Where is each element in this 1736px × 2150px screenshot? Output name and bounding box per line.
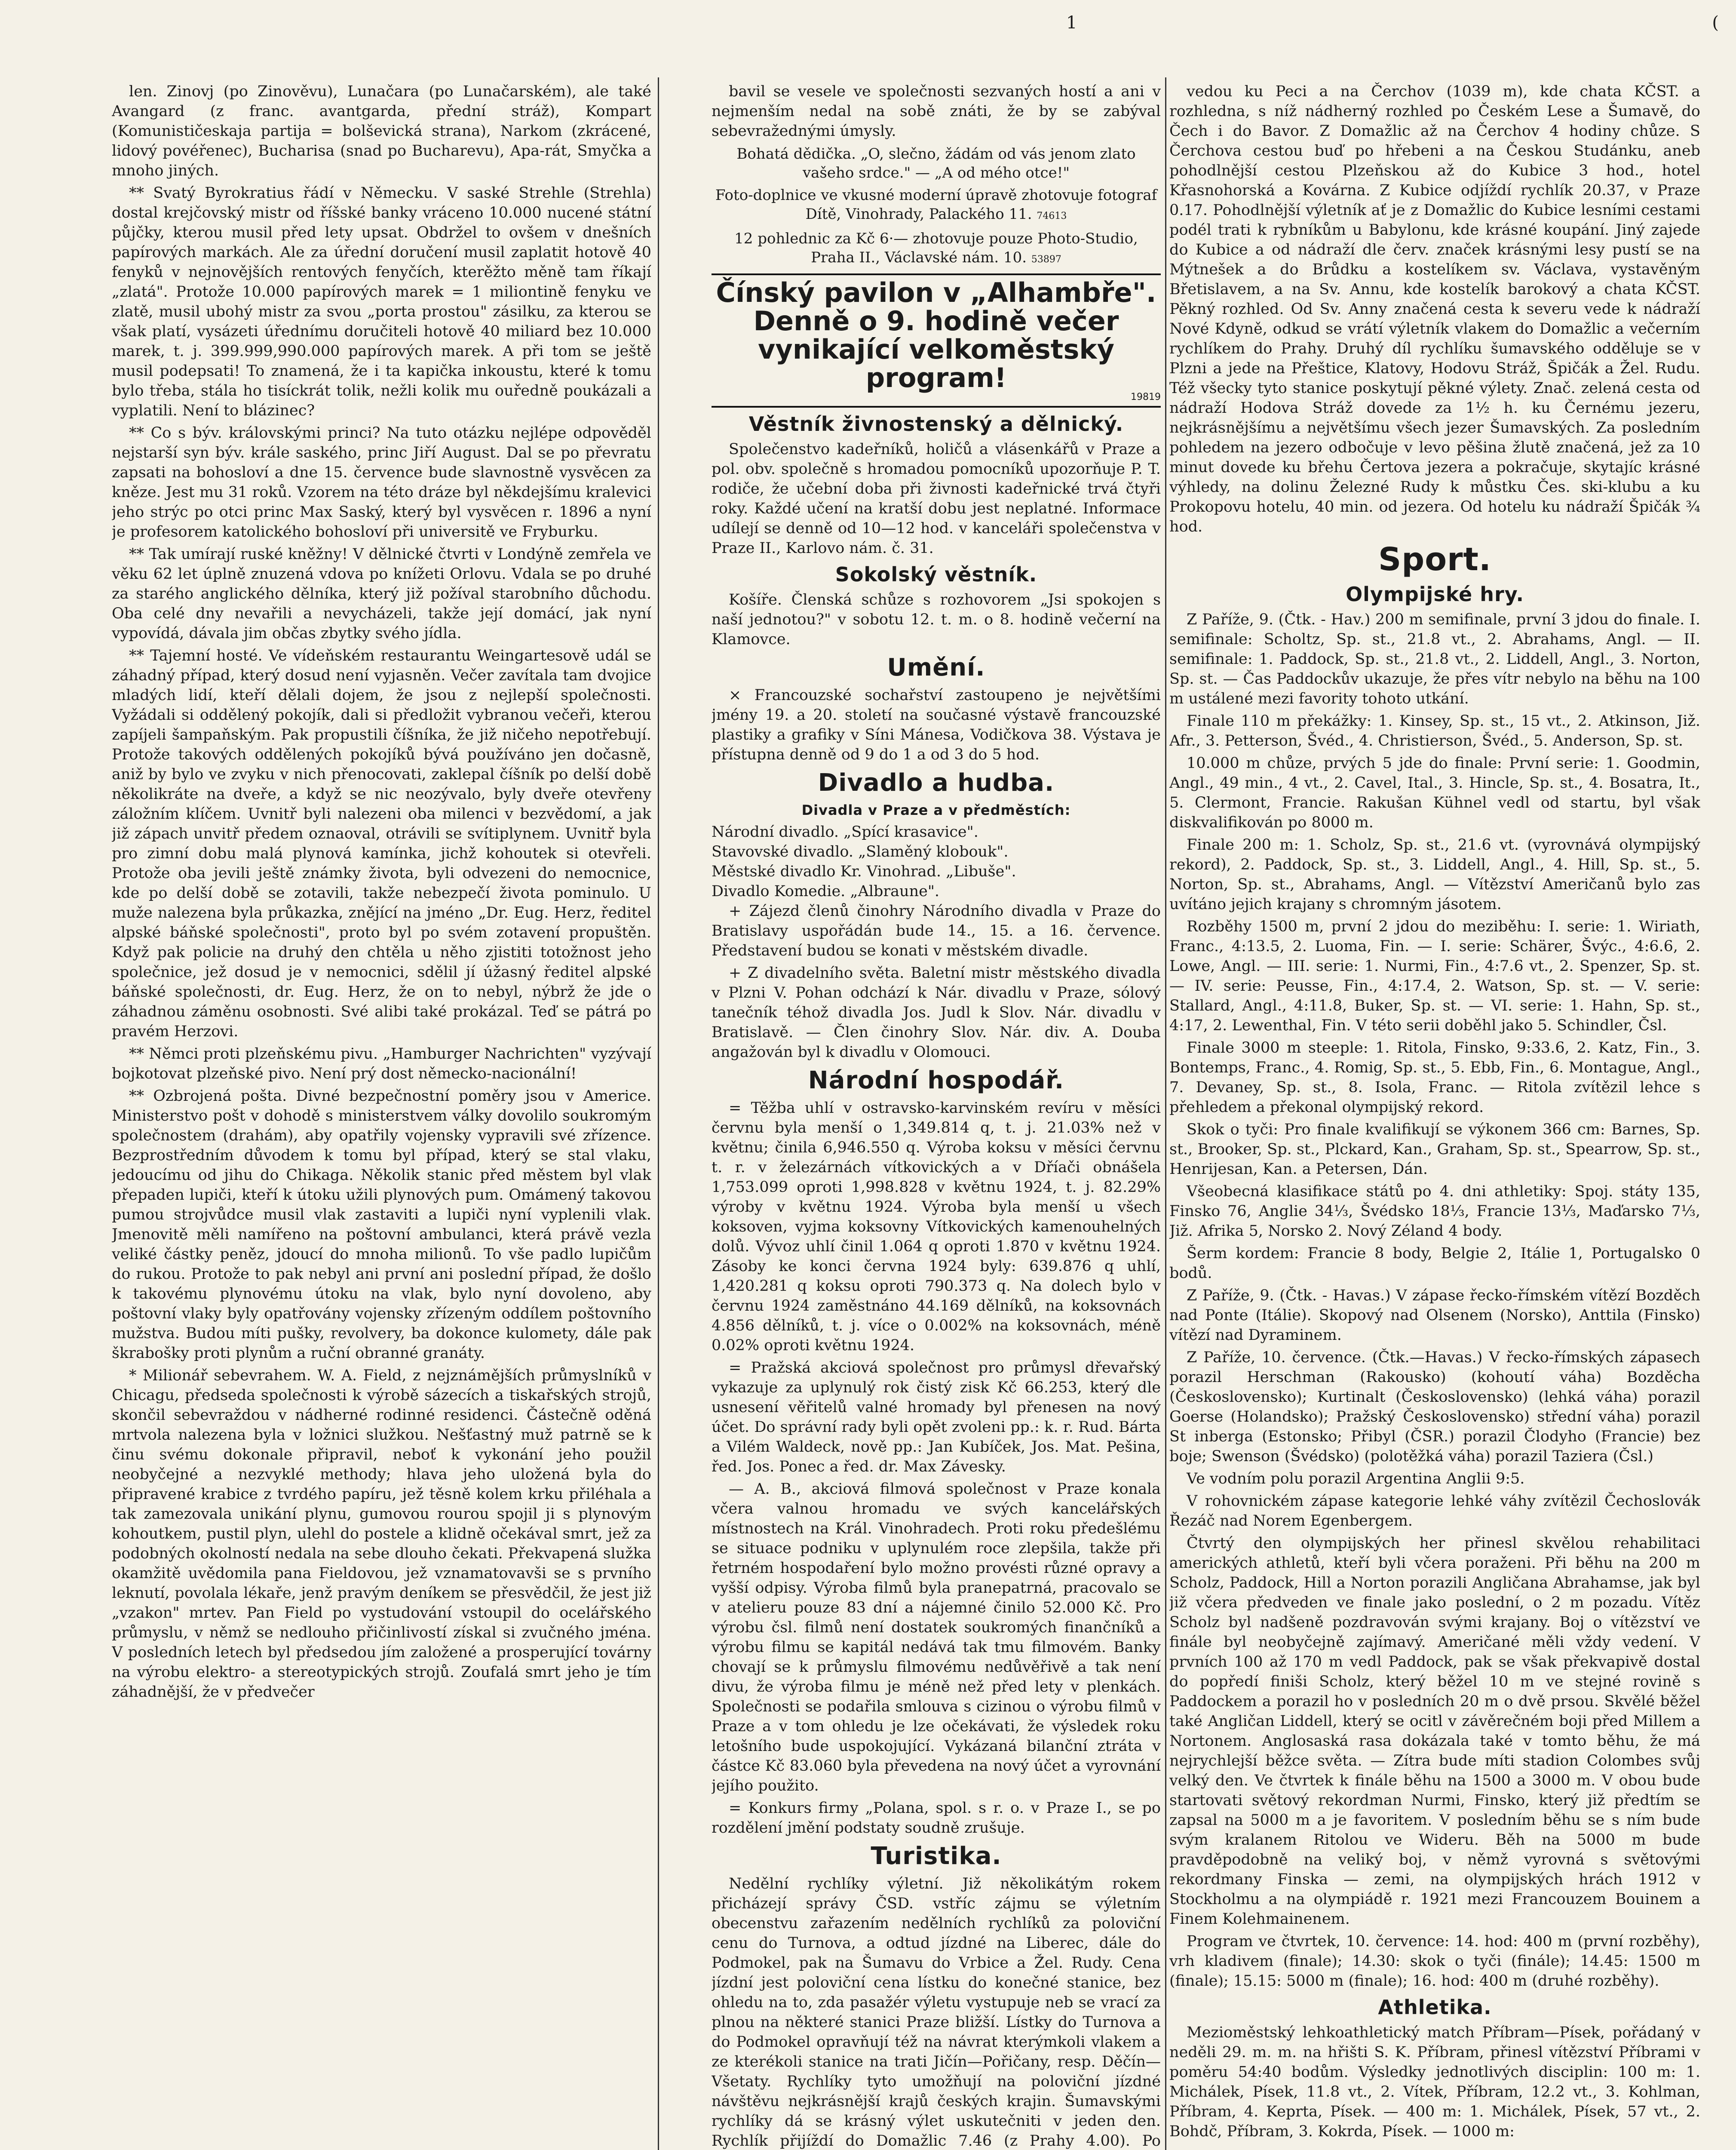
theatre-listing: Divadlo Komedie. „Albraune".: [712, 883, 940, 900]
paragraph: = Pražská akciová společnost pro průmysl dřevařský vykazuje za uplynulý rok čistý zisk Kč 66.253, který dle usnesení věřitelů valné hromady byl přenesen na nový účet. Do správní rady byli opět zvoleni pp.: k. r. Rud. Bárta a Vilém Waldeck, nově pp.: Jan Kubíček, Jos. Mat. Pešina, řed. Jos. Ponec a řed. dr. Max Závesky.: [712, 1359, 1161, 1475]
theatre-listing: Stavovské divadlo. „Slaměný klobouk".: [712, 843, 1009, 860]
paragraph: Finale 110 m překážky: 1. Kinsey, Sp. st., 15 vt., 2. Atkinson, Již. Afr., 3. Petterson, Švéd., 4. Christierson, Švéd., 5. Anderson, Sp. st.: [1169, 713, 1700, 749]
paragraph: ** Co s býv. královskými princi? Na tuto otázku nejlépe odpověděl nejstarší syn býv. krále saského, princ Jiří August. Dal se po převratu zapsati na bohosloví a dne 15. července bude slavnostně vysvěcen za kněze. Jest mu 31 roků. Vzorem na této dráze byl někdejšímu kralevici jeho strýc po otci princ Max Saský, který byl vysvěcen r. 1896 a nyní je profesorem katolického bohosloví při universitě ve Fryburku.: [112, 424, 651, 541]
theatre-listing: Městské divadlo Kr. Vinohrad. „Libuše".: [712, 863, 1016, 880]
paragraph: Finale 200 m: 1. Scholz, Sp. st., 21.6 vt. (vyrovnává olympijský rekord), 2. Paddock, Sp. st., 3. Liddell, Angl., 4. Hill, Sp. st., 5. Norton, Sp. st., Abrahams, Angl. — Vítězství Američanů bylo zas uvítáno jejich krajany s chromným jásotem.: [1169, 836, 1700, 913]
paragraph: Z Paříže, 9. (Čtk. - Havas.) V zápase řecko-římském vítězí Bozděch nad Ponte (Itálie). Skopový nad Olsenem (Norsko), Anttila (Finsko) vítězí nad Dyraminem.: [1169, 1287, 1700, 1344]
paragraph: Z Paříže, 9. (Čtk. - Hav.) 200 m semifinale, první 3 jdou do finale. I. semifinale: Scholtz, Sp. st., 21.8 vt., 2. Abrahams, Angl. — II. semifinale: 1. Paddock, Sp. st., 21.8 vt., 2. Liddell, Angl., 3. Norton, Sp. st. — Čas Paddockův ukazuje, že přes vítr nebylo na běhu na 100 m ustálené mezi favority tohoto utkání.: [1169, 611, 1700, 707]
section-subheading: Olympijské hry.: [1346, 583, 1524, 606]
photo-studio-ad: [712, 229, 1161, 269]
section-heading: Divadlo a hudba.: [818, 769, 1055, 797]
joke-ad: Bohatá dědička. „O, slečno, žádám od vás jenom zlato vašeho srdce." — „A od mého otce!": [736, 145, 1136, 181]
column-rule: [658, 77, 659, 2150]
paragraph: V rohovnickém zápase kategorie lehké váhy zvítězil Čechoslovák Řezáč nad Norem Egenbergem.: [1169, 1493, 1700, 1530]
ad-number: 53897: [1031, 254, 1061, 265]
paragraph: Všeobecná klasifikace států po 4. dni athletiky: Spoj. státy 135, Finsko 76, Anglie 34⅓, Švédsko 18⅓, Francie 13⅓, Maďarsko 7⅓, Již. Afrika 5, Norsko 2. Nový Zéland 4 body.: [1169, 1183, 1700, 1240]
paragraph: Šerm kordem: Francie 8 body, Belgie 2, Itálie 1, Portugalsko 0 bodů.: [1169, 1245, 1700, 1282]
paragraph: ** Němci proti plzeňskému pivu. „Hamburger Nachrichten" vyzývají bojkotovat plzeňské pivo. Není prý dost německo-nacionální!: [112, 1045, 651, 1082]
alhambra-advertisement: [712, 273, 1161, 408]
paragraph: = Konkurs firmy „Polana, spol. s r. o. v Praze I., se po rozdělení jmění podstaty soudně zrušuje.: [712, 1800, 1161, 1837]
section-heading: Sokolský věstník.: [835, 563, 1037, 586]
section-heading: Věstník živnostenský a dělnický.: [748, 412, 1124, 436]
paragraph: Rozběhy 1500 m, první 2 jdou do meziběhu: I. serie: 1. Wiriath, Franc., 4:13.5, 2. Luoma, Fin. — I. serie: Schärer, Švýc., 4:6.6, 2. Lowe, Angl. — III. serie: 1. Nurmi, Fin., 4:7.6 vt., 2. Spenzer, Sp. st. — IV. serie: Peusse, Fin., 4:17.4, 2. Watson, Sp. st. — V. serie: Stallard, Angl., 4:11.8, Buker, Sp. st. — VI. serie: 1. Hahn, Sp. st., 4:17, 2. Lewenthal, Fin. V této serii doběhl jako 5. Schindler, Čsl.: [1169, 918, 1700, 1034]
paragraph: ** Ozbrojená pošta. Divné bezpečnostní poměry jsou v Americe. Ministerstvo pošt v dohodě s ministerstvem války dovolilo soukromým společnostem (drahám), aby opatřily vojensky vypravili své zřízence. Bezprostředním důvodem k tomu byl případ, který se stal vlaku, jedoucímu od jihu do Chikaga. Několik stanic před městem byl vlak přepaden lupiči, kteří k útoku užili plynových pum. Omámený takovou pumou strojvůdce musil vlak zastaviti a lupiči nyní vyplenili vlak. Jmenovitě měli namířeno na poštovní ambulanci, která právě vezla veliké částky peněz, jdoucí do mnoha milionů. To vše padlo lupičům do rukou. Protože to pak nebyl ani první ani poslední případ, že došlo k takovému plynovému útoku na vlak, bylo nyní dovoleno, aby poštovní vlaky byly opatřovány vojensky zřízeným oddílem poštovního mužstva. Budou míti pušky, revolvery, ba dokonce kulomety, dále pak škraboškу proti plynům a ruční obranné granáty.: [112, 1087, 651, 1362]
column-2: [712, 82, 1161, 2150]
paragraph: vedou ku Peci a na Čerchov (1039 m), kde chata KČST. a rozhledna, s níž nádherný rozhled po Českém Lese a Šumavě, do Čech i do Bavor. Z Domažlic až na Čerchov 4 hodiny chůze. S Čerchova cestou buď po hřebeni a na Českou Studánku, aneb pohodlnější cestou Plzeňskou až do Kubice 3 hod., hotel Křasnohorská a Kovárna. Z Kubice odjíždí rychlík 20.37, v Praze 0.17. Pohodlnější výletník ať je z Domažlic do Kubice lesními cestami podél trati k rybníkům u Babylonu, kde krásné koupání. Jiný zajede do Kubice a od nádraží dle červ. značek krásnými lesy pustí se na Mýtnešek a do Brůdku a kostelíkem sv. Václava, vystavěným Břetislavem, a na Sv. Annu, kde kostelík barokový a chata KČST. Pěkný rozhled. Od Sv. Anny značená cesta k severu vede k nádraží Nové Kdyně, odkud se vrátí výletník vlakem do Domažlic a večerním rychlíkem do Prahy. Druhý díl rychlíku šumavského odděluje se v Plzni a jede na Přeštice, Klatovy, Hodovu Stráž, Špičák a Žel. Rudu. Též všecky tyto stanice poskytují pěkné výlety. Znač. zelená cesta od nádraží Hodova Stráž dovede za 1½ h. ku Černému jezeru, nejkrásnějšímu a největšímu všech jezer Šumavských. Za posledním pohledem na jezero odbočuje v levo pěšina žlutě značená, jež za 10 minut dovede ku břehu Čertova jezera a pokračuje, skytajíc krásné výhledy, na dolinu Železné Rudy k můstku Čes. ski-klubu a ku Prokopovu hotelu, 40 min. od jezera. Od hotelu ku nádraží Špičák ¾ hod.: [1169, 83, 1700, 535]
paragraph: = Těžba uhlí v ostravsko-karvinském revíru v měsíci červnu byla menší o 1,349.814 q, t. j. 21.03% než v květnu; činila 6,946.550 q. Výroba koksu v měsíci červnu t. r. v železárnách vítkovických a v Dříači obnášela 1,753.099 oproti 1,998.828 v květnu 1924, t. j. 82.29% výroby v květnu 1924. Výroba byla menší u všech koksoven, vyjma koksovny Vítkovických kamenouhelných dolů. Vývoz uhlí činil 1.064 q oproti 1.870 v květnu 1924. Zásoby ke konci června 1924 byly: 639.876 q uhlí, 1,420.281 q koksu oproti 790.373 q. Na dolech bylo v červnu 1924 zaměstnáno 44.169 dělníků, na koksovnách 4.856 dělníků, t. j. více o 0.002% na koksovnách, méně 0.02% oproti květnu 1924.: [712, 1100, 1161, 1354]
paragraph: Program ve čtvrtek, 10. července: 14. hod: 400 m (první rozběhy), vrh kladivem (finale); 14.30: skok o tyči (finále); 14.45: 1500 m (finale); 15.15: 5000 m (finale); 16. hod: 400 m (druhé rozběhy).: [1169, 1933, 1700, 1990]
paragraph: bavil se vesele ve společnosti sezvaných hostí a ani v nejmenším nedal na sobě znáti, že by se zabýval sebevražednými úmysly.: [712, 83, 1161, 140]
paragraph: ** Tajemní hosté. Ve vídeňském restaurantu Weingartesově udál se záhadný případ, který dosud není vyjasněn. Večer zavítala tam dvojice mladých lidí, kteří dělali dojem, že jsou z nejlepší společnosti. Vyžádali si oddělený pokojík, dali si předložit vybranou večeři, kterou zapíjeli šampaňským. Pak propustili číšníka, že již ničeho nepotřebují. Protože takových oddělených pokojíků bývá používáno jen dočasně, aniž by bylo ve zvyku v nich přenocovati, zaklepal číšník po delší době několikráte na dveře, a když se nic neozývalo, byly dveře otevřeny záložním klíčem. Uvnitř byli nalezeni oba milenci v bezvědomí, a jak již zápach unvitř předem oznaoval, otrávili se svítiplynem. Uvnitř byla pro zimní dobu malá plynová kamínka, jichž kohoutek si otevřeli. Protože oba jevili ještě známky života, byli odvezeni do nemocnice, kde po delší době se zotavili, takže nebezpečí života pominulo. U muže nalezena byla průkazka, znějící na jméno „Dr. Eug. Herz, ředitel alpské báňské společnosti", proto byl po svém zotavení propuštěn. Když pak policie na druhý den chtěla u něho zjistiti totožnost jeho společnice, jež dosud je v nemocnici, sdělil jí úžasný ředitel alpské báňské společnosti, dr. Eug. Herz, že on to nebyl, nýbrž že jde o záhadnou záměnu osobnosti. Své alibi také prokázal. Teď se pátrá po pravém Herzovi.: [112, 647, 651, 1040]
column-1: [112, 82, 651, 2150]
photo-ad: [712, 186, 1161, 226]
paragraph: Skok o tyči: Pro finale kvalifikují se výkonem 366 cm: Barnes, Sp. st., Brooker, Sp. st., Plckard, Kan., Graham, Sp. st., Spearrow, Sp. st., Henrijesan, Kan. a Petersen, Dán.: [1169, 1121, 1700, 1178]
paragraph: Mezioměstský lehkoathletický match Příbram—Písek, pořádaný v neděli 29. m. m. na hřišti S. K. Příbram, přinesl vítězství Příbrami v poměru 54:40 bodům. Výsledky jednotlivých disciplin: 100 m: 1. Michálek, Písek, 11.8 vt., 2. Vítek, Příbram, 12.2 vt., 3. Kohlman, Příbram, 4. Keprta, Písek. — 400 m: 1. Michálek, Písek, 57 vt., 2. Bohdč, Příbram, 3. Kokrda, Písek. — 1000 m:: [1169, 2024, 1700, 2140]
section-heading: Národní hospodář.: [808, 1066, 1064, 1094]
paragraph: Finale 3000 m steeple: 1. Ritola, Finsko, 9:33.6, 2. Katz, Fin., 3. Bontemps, Franc., 4. Romig, Sp. st., 5. Ebb, Fin., 6. Montague, Angl., 7. Devaney, Sp. st., 8. Isola, Franc. — Ritola zvítězil lehce s přehledem a překonal olympijský rekord.: [1169, 1039, 1700, 1116]
theatre-listing: Národní divadlo. „Spící krasavice".: [712, 823, 978, 841]
ad-number: 19819: [1131, 392, 1161, 402]
paragraph: * Milionář sebevrahem. W. A. Field, z nejznámějších průmyslníků v Chicagu, předseda společnosti k výrobě sázecích a tiskařských strojů, skončil sebevraždou v nádherné rodinné residenci. Částečně oděná mrtvola nalezena byla v ložnici služkou. Nešťastný muž patrně se k činu svému dokonale připravil, neboť k vykonání jeho použil neobyčejné a nezvyklé methody; hlava jeho uložená byla do připravené krabice z tvrdého papíru, jež těsně kolem krku přiléhala a tak zamezovala unikání plynu, gumovou rourou spojil ji s plynovým kohoutkem, pustil plyn, ulehl do postele a klidně očekával smrt, jež za podobných okolností nedala na sebe dlouho čekati. Překvapená služka okamžitě uvědomila pana Fieldovou, jež vznamatovavši se s prvního leknutí, povolala lékaře, jenž pravým deníkem se přesvědčil, že jest již „vzakon" mrtev. Pan Field po vystudování vstoupil do ocelářského průmyslu, v němž se nedlouho přičinlivostí získal si zvučného jména. V posledních letech byl předsedou jím založené a prosperující továrny na výrobu elektro- a stereotypických strojů. Zoufalá smrt jeho je tím záhadnější, že v předvečer: [112, 1367, 651, 1701]
paragraph: + Zájezd členů činohry Národního divadla v Praze do Bratislavy uspořádán bude 14., 15. a 16. července. Představení budou se konati v městském divadle.: [712, 903, 1161, 959]
section-heading: Athletika.: [1378, 1996, 1492, 2019]
column-rule: [1165, 77, 1166, 2150]
paragraph: Košíře. Členská schůze s rozhovorem „Jsi spokojen s naší jednotou?" v sobotu 12. t. m. o 8. hodině večerní na Klamovce.: [712, 591, 1161, 648]
paragraph: Ve vodním polu porazil Argentina Anglii 9:5.: [1187, 1470, 1525, 1487]
ad-number: 74613: [1037, 211, 1067, 221]
theatre-subheading: Divadla v Praze a v předměstích:: [801, 802, 1071, 818]
section-heading: Turistika.: [871, 1842, 1002, 1870]
page-mark-right: (: [1712, 13, 1719, 33]
paragraph: Nedělní rychlíky výletní. Již několikátým rokem přicházejí správy ČSD. vstříc zájmu se výletním obecenstvu zařazením nedělních rychlíků za poloviční cenu do Turnova, a odtud jízdné na Liberec, dále do Podmokel, pak na Šumavu do Vrbice a Žel. Rudy. Cena jízdní jest poloviční cena lístku do konečné stanice, bez ohledu na to, zda pasažér výletu vystupuje neb se vrací za plnou na některé stanici Praze bližší. Lístky do Turnova a do Podmokel opravňují též na návrat kterýmkoli vlakem a ze kterékoli stanice na trati Jičín—Pořičany, resp. Děčín—Všetaty. Rychlíky tyto umožňují na poloviční jízdné návštěvu nejkrásnější krajů českých krajin. Šumavskými rychlíky dá se krásný výlet uskutečniti v jeden den. Rychlík přijíždí do Domažlic 7.46 (z Prahy 4.00). Po: [712, 1875, 1161, 2150]
paragraph: len. Zinovj (po Zinověvu), Lunačara (po Lunačarském), ale také Avangard (z franc. avantgarda, přední stráž), Kompart (Komunističeskaja partija = bolševická strana), Narkom (zkrácené, lidový povéřenec), Bucharisa (snad po Bucharevu), Apa-rát, Smyčka a mnoho jiných.: [112, 83, 651, 179]
ad-text: Čínský pavilon v „Alhambře". Denně o 9. hodině večer vynikající velkoměstský program!: [716, 277, 1156, 393]
paragraph: × Francouzské sochařství zastoupeno je největšími jmény 19. a 20. století na současné výstavě francouzské plastiky a grafiky v Síni Mánesa, Vodičkova 38. Výstava je přístupna denně od 9 do 1 a od 3 do 5 hod.: [712, 687, 1161, 763]
ad-text: Foto-doplnice ve vkusné moderní úpravě zhotovuje fotograf Dítě, Vinohrady, Palackého 11.: [715, 187, 1157, 223]
paragraph: Společenstvo kadeřníků, holičů a vlásenkářů v Praze a pol. obv. společně s hromadou pomocníků upozorňuje P. T. rodiče, že učební doba při živnosti kadeřnické trvá čtyři roky. Každé učení na kratší dobu jest neplatné. Informace udílejí se denně od 10—12 hod. v kanceláři společenstva v Praze II., Karlovo nám. č. 31.: [712, 441, 1161, 557]
paragraph: Z Paříže, 10. července. (Čtk.—Havas.) V řecko-římských zápasech porazil Herschman (Rakousko) (kohoutí váha) Bozděcha (Československo); Kurtinalt (Československo) (lehká váha) porazil Goerse (Holandsko); Pražský Československo) střední váha) porazil St inberga (Estonsko; Přibyl (ČSR.) porazil Člodyho (Francie) bez boje; Swenson (Švédsko) (polotěžká váha) porazil Taziera (Čsl.): [1169, 1349, 1700, 1465]
section-heading: Sport.: [1378, 541, 1492, 578]
paragraph: — A. B., akciová filmová společnost v Praze konala včera valnou hromadu ve svých kancelářských místnostech na Král. Vinohradech. Proti roku předešlému se situace podniku v uplynulém roce zlepšila, takže při řetrném hospodaření bylo možno provésti různé opravy a vyšší odpisy. Výroba filmů byla pranepatrná, pracovalo se v atelieru pouze 83 dní a nájemné činilo 52.000 Kč. Pro výrobu čsl. filmů není dostatek soukromých finančníků a výrobu filmu se kapitál nedává tak tmu filmovém. Banky chovají se k průmyslu filmovému nedůvěřivě a tak není divu, že výroba filmu je méně než před lety v plenkách. Společnosti se podařila smlouva s cizinou o výrobu filmů v Praze a v tom ohledu je lze očekávati, že výsledek roku letošního bude uspokojující. Vykázaná bilanční ztráta v částce Kč 83.060 byla převedena na nový účet a vyrovnání jejího použito.: [712, 1480, 1161, 1794]
section-heading: Umění.: [887, 654, 985, 682]
ad-text: 12 pohlednic za Kč 6·— zhotovuje pouze Photo-Studio, Praha II., Václavské nám. 10.: [734, 230, 1138, 266]
paragraph: Čtvrtý den olympijských her přinesl skvělou rehabilitaci amerických athletů, kteří byli včera poraženi. Při běhu na 200 m Scholz, Paddock, Hill a Norton porazili Angličana Abrahamse, jak byl již včera předveden ve finale jako poslední, o 2 m pozadu. Vítěz Scholz byl nadšeně pozdravován svými krajany. Boj o vítězství ve finále byl neobyčejně zajímavý. Američané měli vždy vedení. V prvních 100 až 170 m vedl Paddock, pak se však překvapivě dostal do popředí finiši Scholz, který běžel 10 m ve stejné rovině s Paddockem a porazil ho v posledních 20 m o dvě prsou. Skvělé běžel také Angličan Liddell, který se ocitl v závěrečném boji před Millem a Nortonem. Anglosaská rasa dokázala také v tomto běhu, že má nejrychlejší běžce světa. — Zítra bude míti stadion Colombes svůj velký den. Ve čtvrtek k finále běhu na 1500 a 3000 m. V obou bude startovati světový rekordman Nurmi, Finsko, který již předtím se zapsal na 5000 m a je favoritem. V posledním běhu se s ním bude svým kralanem Ritolou ve Wideru. Běh na 5000 m bude pravděpodobně na veliký boj, v němž vyrovná s světovými rekordmany Finska — zemi, na olympijských hrách 1912 v Stockholmu a na olympiádě r. 1921 mezi Francouzem Bouinem a Finem Kolehmainenem.: [1169, 1535, 1700, 1928]
column-3: [1169, 82, 1700, 2150]
paragraph: ** Tak umírají ruské kněžny! V dělnické čtvrti v Londýně zemřela ve věku 62 let úplně znuzená vdova po knížeti Orlovu. Vdala se po druhé za starého anglického dělníka, který již požíval starobního důchodu. Oba celé dny nevařili a nevycházeli, takže její domácí, jak nyní vypovídá, dávala jim občas zbytky svého jídla.: [112, 546, 651, 642]
paragraph: ** Svatý Byrokratius řádí v Německu. V saské Strehle (Strehla) dostal krejčovský mistr od říšské banky vráceno 10.000 nucené státní půjčky, kterou musil před lety upsat. Obdržel to ovšem v dnešních papírových markách. Ale za úřední doručení musil zaplatit hotově 40 fenyků v nejnovějších rentových fenyčích, kterěžto měně tam říkají „zlatá". Protože 10.000 papírových marek = 1 miliontině fenyku ve zlatě, musil ubohý mistr za svou „porta prostou" zásilku, za kterou se však platí, vysázeti úřednímu doručiteli hotově 40 miliard bez 10.000 marek, t. j. 399.999,990.000 papírových marek. A při tom se ještě musil podepsati! To znamená, že i ta kapička inkoustu, které k tomu bylo třeba, stála ho tisíckrát tolik, nežli kolik mu ouředně poukázali a vyplatili. Není to blázinec?: [112, 184, 651, 419]
paragraph: 10.000 m chůze, prvých 5 jde do finale: První serie: 1. Goodmin, Angl., 49 min., 4 vt., 2. Cavel, Ital., 3. Hincle, Sp. st., 4. Bosatra, It., 5. Clermont, Francie. Rakušan Kühnel vedl od startu, byl však diskvalifikován po 8000 m.: [1169, 755, 1700, 831]
page-mark-left: 1: [1066, 13, 1077, 33]
paragraph: + Z divadelního světa. Baletní mistr městského divadla v Plzni V. Pohan odchází k Nár. divadlu v Praze, sólový tanečník téhož divadla Jos. Judl k Slov. Nár. divadlu v Bratislavě. — Člen činohry Slov. Nár. div. A. Douba angažován byl k divadlu v Olomouci.: [712, 964, 1161, 1061]
